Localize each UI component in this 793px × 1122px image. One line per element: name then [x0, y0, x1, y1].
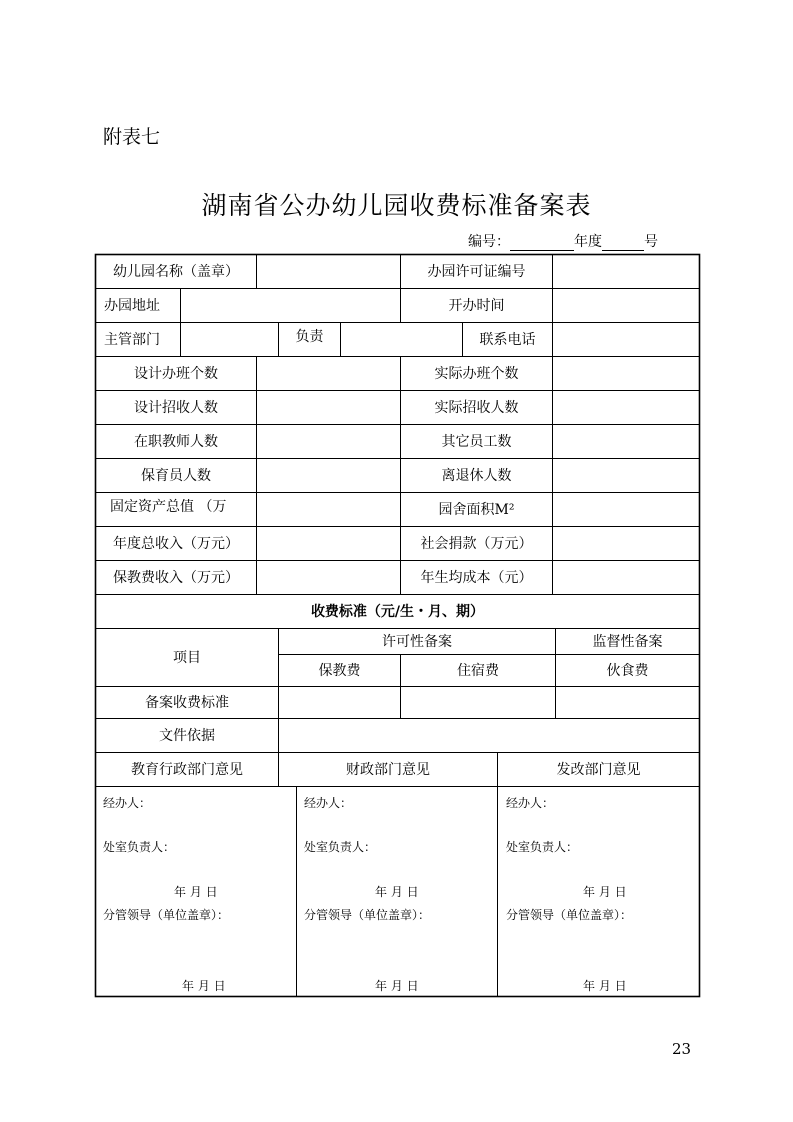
open-time-label: 开办时间: [448, 297, 505, 314]
education-date-1: 年 月 日: [174, 885, 218, 899]
phone-label: 联系电话: [479, 331, 536, 348]
nursery-staff-label: 保育员人数: [141, 467, 211, 484]
boarding-fee-field[interactable]: [401, 687, 555, 718]
license-number-field[interactable]: [553, 255, 699, 288]
attachment-label: 附表七: [103, 126, 161, 148]
finance-handler-label: 经办人：: [304, 796, 353, 810]
teachers-label: 在职教师人数: [134, 433, 218, 450]
development-leader-label: 分管领导（单位盖章）：: [506, 908, 633, 922]
responsible-label: 负责: [295, 329, 324, 345]
licensed-filing-label: 许可性备案: [382, 633, 452, 650]
design-enroll-label: 设计招收人数: [134, 399, 218, 416]
meal-fee-field[interactable]: [556, 687, 699, 718]
education-office-head-label: 处室负责人：: [103, 840, 176, 854]
supervisor-label: 主管部门: [104, 331, 160, 348]
development-date-2: 年 月 日: [583, 979, 627, 993]
floor-area-label: 园舍面积M²: [438, 501, 515, 518]
kindergarten-name-label: 幼儿园名称（盖章）: [113, 263, 239, 280]
right-values-field[interactable]: [553, 357, 699, 594]
finance-date-2: 年 月 日: [375, 979, 419, 993]
responsible-field[interactable]: [341, 323, 462, 356]
development-date-1: 年 月 日: [583, 885, 627, 899]
serial-no-label: 号: [644, 234, 658, 250]
annual-income-label: 年度总收入（万元）: [113, 535, 239, 552]
avg-cost-label: 年生均成本（元）: [420, 569, 533, 586]
document-basis-label: 文件依据: [159, 727, 215, 744]
phone-field[interactable]: [553, 323, 699, 356]
left-values-field[interactable]: [257, 357, 400, 594]
donations-label: 社会捐款（万元）: [420, 535, 533, 552]
kindergarten-name-field[interactable]: [257, 255, 400, 288]
serial-number-label: 编号：: [468, 234, 510, 250]
form-title: 湖南省公办幼儿园收费标准备案表: [201, 191, 592, 220]
development-office-head-label: 处室负责人：: [506, 840, 579, 854]
education-handler-label: 经办人：: [103, 796, 152, 810]
actual-enroll-label: 实际招收人数: [434, 399, 519, 416]
tuition-fee-label: 保教费: [318, 662, 361, 679]
education-opinion-header: 教育行政部门意见: [131, 761, 243, 778]
supervisory-filing-label: 监督性备案: [592, 633, 663, 650]
fixed-assets-label: 固定资产总值 （万: [110, 499, 227, 515]
tuition-fee-field[interactable]: [279, 687, 400, 718]
finance-leader-label: 分管领导（单位盖章）：: [304, 908, 431, 922]
page-number: 23: [672, 1040, 692, 1058]
filed-standard-label: 备案收费标准: [145, 694, 229, 711]
education-leader-label: 分管领导（单位盖章）：: [103, 908, 230, 922]
license-number-label: 办园许可证编号: [427, 263, 526, 280]
other-staff-label: 其它员工数: [441, 433, 512, 450]
meal-fee-label: 伙食费: [606, 662, 649, 679]
finance-date-1: 年 月 日: [375, 885, 419, 899]
item-label: 项目: [173, 649, 201, 666]
education-date-2: 年 月 日: [182, 979, 226, 993]
retired-label: 离退休人数: [441, 467, 512, 484]
boarding-fee-label: 住宿费: [457, 662, 499, 679]
finance-opinion-header: 财政部门意见: [346, 761, 430, 778]
address-label: 办园地址: [104, 297, 160, 314]
development-handler-label: 经办人：: [506, 796, 555, 810]
design-classes-label: 设计办班个数: [134, 365, 218, 382]
tuition-income-label: 保教费收入（万元）: [113, 569, 239, 586]
open-time-field[interactable]: [553, 289, 699, 322]
supervisor-field[interactable]: [181, 323, 278, 356]
development-opinion-header: 发改部门意见: [556, 761, 641, 778]
document-basis-field[interactable]: [279, 719, 699, 752]
serial-year-label: 年度: [574, 234, 602, 250]
address-field[interactable]: [181, 289, 400, 322]
actual-classes-label: 实际办班个数: [434, 365, 519, 382]
finance-office-head-label: 处室负责人：: [304, 840, 377, 854]
fee-standard-header: 收费标准（元/生・月、期）: [310, 603, 485, 620]
